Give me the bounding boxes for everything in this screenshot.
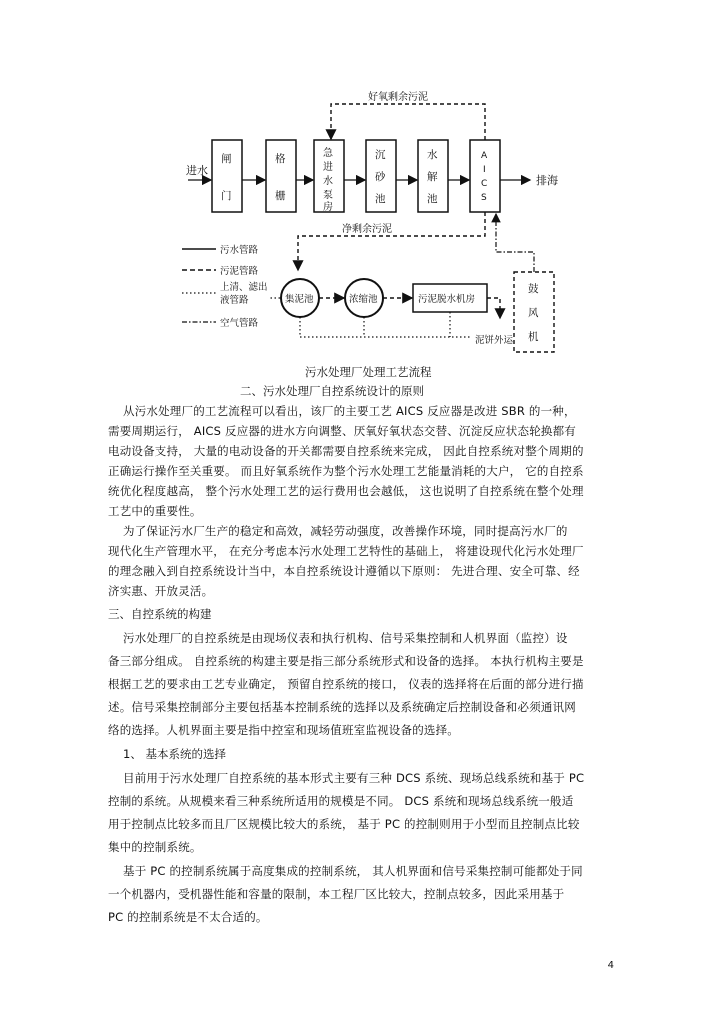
svg-text:泵: 泵 xyxy=(323,190,333,201)
input-label: 进水 xyxy=(186,164,208,177)
svg-text:浓缩池: 浓缩池 xyxy=(349,294,378,305)
net-sludge-label: 净剩余污泥 xyxy=(342,224,392,235)
svg-text:A: A xyxy=(481,151,488,161)
section-2-title: 二、污水处理厂自控系统设计的原则 xyxy=(240,384,424,398)
svg-text:I: I xyxy=(483,165,486,175)
page-number: 4 xyxy=(607,960,614,971)
blower-box xyxy=(514,272,554,352)
sludge-out-label: 泥饼外运 xyxy=(475,335,514,346)
svg-text:水: 水 xyxy=(427,149,438,161)
legend-overflow-1: 上清、滤出 xyxy=(220,282,268,293)
svg-text:闸: 闸 xyxy=(221,153,232,165)
svg-text:砂: 砂 xyxy=(375,171,386,183)
aerobic-sludge-label: 好氧剩余污泥 xyxy=(368,92,428,103)
legend-sludge: 污泥管路 xyxy=(220,266,259,277)
svg-text:栅: 栅 xyxy=(275,190,286,202)
svg-text:池: 池 xyxy=(427,193,438,205)
svg-text:解: 解 xyxy=(427,171,438,183)
svg-text:机: 机 xyxy=(528,331,539,343)
legend-air: 空气管路 xyxy=(220,318,259,329)
legend-sewage: 污水管路 xyxy=(220,245,259,256)
svg-text:沉: 沉 xyxy=(375,149,386,161)
section-3-title: 三、自控系统的构建 xyxy=(108,607,212,621)
svg-text:房: 房 xyxy=(323,202,333,213)
output-label: 排海 xyxy=(536,174,558,187)
grille-box xyxy=(266,140,296,212)
svg-text:污泥脱水机房: 污泥脱水机房 xyxy=(418,294,476,305)
grit-chamber-box xyxy=(366,140,396,212)
svg-text:C: C xyxy=(481,179,488,189)
svg-text:池: 池 xyxy=(375,193,386,205)
svg-text:集泥池: 集泥池 xyxy=(285,294,314,305)
svg-text:水: 水 xyxy=(323,176,333,187)
legend xyxy=(182,244,268,329)
svg-text:急: 急 xyxy=(323,148,333,159)
svg-text:鼓: 鼓 xyxy=(528,283,539,295)
svg-text:门: 门 xyxy=(221,190,232,202)
svg-text:风: 风 xyxy=(528,307,539,319)
svg-text:S: S xyxy=(481,193,487,203)
dewatering-house-box xyxy=(413,284,487,312)
svg-text:进: 进 xyxy=(323,162,333,173)
hydrolysis-tank-box xyxy=(418,140,448,212)
process-flow-diagram xyxy=(0,0,724,360)
gate-box xyxy=(212,140,242,212)
aics-box xyxy=(470,140,500,212)
sludge-pool xyxy=(281,279,319,317)
legend-overflow-2: 液管路 xyxy=(220,295,249,306)
thickener xyxy=(345,279,383,317)
pump-house-box xyxy=(314,140,344,213)
svg-text:格: 格 xyxy=(275,153,286,165)
figure-caption: 污水处理厂处理工艺流程 xyxy=(305,365,432,379)
subsection-1-title: 1、 基本系统的选择 xyxy=(123,747,226,761)
